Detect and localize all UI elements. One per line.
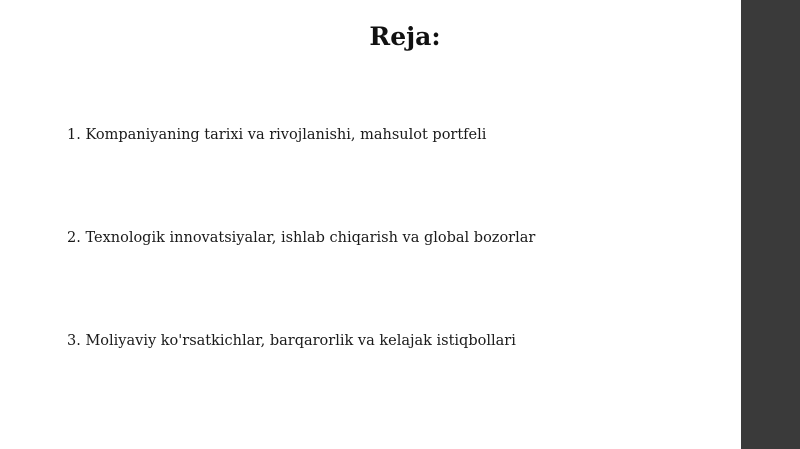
- slide-title: Reja:: [369, 22, 441, 51]
- agenda-item-3: 3. Moliyaviy ko'rsatkichlar, barqarorlik va kelajak istiqbollari: [67, 333, 516, 349]
- side-panel: [741, 0, 800, 449]
- agenda-item-1: 1. Kompaniyaning tarixi va rivojlanishi, mahsulot portfeli: [67, 127, 487, 143]
- agenda-item-2: 2. Texnologik innovatsiyalar, ishlab chiqarish va global bozorlar: [67, 230, 536, 246]
